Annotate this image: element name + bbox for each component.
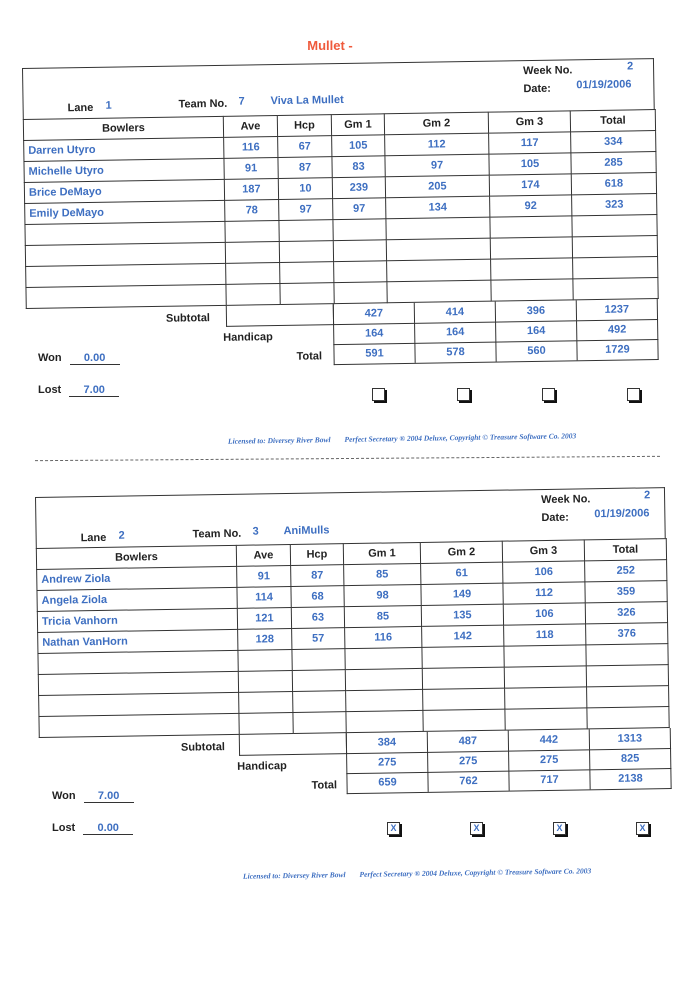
col-ave: Ave (223, 115, 277, 137)
lost-label: Lost (38, 384, 62, 396)
col-gm1: Gm 1 (331, 114, 384, 136)
bowler-gm2: 135 (421, 604, 503, 626)
col-gm3: Gm 3 (488, 111, 570, 133)
col-hcp: Hcp (290, 544, 343, 566)
bowler-total: 359 (585, 581, 667, 603)
won-label: Won (52, 790, 76, 802)
handicap-gm3: 164 (495, 320, 576, 341)
bowler-name: Nathan VanHorn (38, 629, 238, 653)
subtotal-box (226, 304, 334, 327)
handicap-label: Handicap (237, 760, 287, 773)
date-label: Date: (541, 511, 569, 525)
lost-label: Lost (52, 822, 76, 834)
bowler-ave: 121 (237, 607, 291, 629)
col-gm2: Gm 2 (420, 541, 502, 563)
subtotal-total: 1313 (589, 728, 670, 749)
bowler-ave: 128 (238, 628, 292, 650)
col-bowlers: Bowlers (23, 116, 223, 140)
bowler-gm1: 98 (344, 584, 421, 606)
col-gm3: Gm 3 (502, 540, 584, 562)
total-label: Total (311, 779, 338, 792)
bowler-gm1: 97 (333, 198, 386, 220)
subtotal-gm3: 396 (495, 300, 576, 321)
total-total: 1729 (576, 339, 657, 360)
lane-value: 1 (105, 99, 112, 112)
total-gm2: 578 (414, 342, 495, 363)
checkbox-gm1[interactable]: X (387, 822, 400, 835)
bowler-total: 334 (571, 131, 656, 153)
bowler-gm1: 83 (332, 156, 385, 178)
bowler-gm3: 174 (489, 174, 571, 196)
bowler-gm1: 239 (332, 177, 385, 199)
bowler-name: Tricia Vanhorn (37, 608, 237, 632)
bowler-name: Michelle Utyro (24, 158, 224, 182)
lane-value: 2 (118, 529, 125, 542)
subtotal-gm2: 487 (427, 731, 508, 752)
subtotal-label: Subtotal (180, 741, 226, 754)
subtotal-label: Subtotal (165, 312, 211, 325)
bowler-ave: 91 (237, 565, 291, 587)
lost-field (52, 822, 133, 835)
bowler-hcp: 10 (278, 178, 332, 200)
sheet-header (35, 487, 666, 548)
bowler-ave: 187 (224, 178, 278, 200)
score-sheet-2 (0, 432, 700, 892)
subtotal-box (239, 733, 347, 756)
handicap-gm3: 275 (508, 749, 589, 770)
won-value: 7.00 (84, 790, 134, 803)
bowler-gm1: 116 (345, 626, 422, 648)
bowler-hcp: 57 (292, 628, 345, 650)
win-checkboxes (372, 388, 640, 401)
total-gm2: 762 (427, 771, 508, 792)
bowler-total: 252 (585, 560, 667, 582)
score-sheet-1 (0, 0, 700, 460)
bowler-hcp: 97 (279, 199, 333, 221)
bowler-total: 376 (586, 623, 668, 645)
total-label: Total (296, 350, 323, 363)
team-name: Viva La Mullet (270, 93, 344, 108)
total-row (333, 339, 658, 365)
bowler-gm2: 112 (385, 133, 489, 156)
bowler-ave: 78 (225, 199, 279, 221)
handicap-gm2: 164 (414, 322, 495, 343)
col-gm1: Gm 1 (343, 542, 420, 564)
bowler-total: 326 (585, 602, 667, 624)
checkbox-gm3[interactable]: X (553, 822, 566, 835)
checkbox-gm2[interactable] (457, 388, 470, 401)
handicap-gm2: 275 (427, 751, 508, 772)
score-card (35, 487, 670, 800)
page-title: Mullet - (307, 38, 353, 53)
checkbox-gm1[interactable] (372, 388, 385, 401)
week-no-value: 2 (643, 489, 651, 502)
col-bowlers: Bowlers (36, 545, 236, 569)
subtotal-gm1: 384 (377, 736, 397, 749)
handicap-gm1: 164 (364, 327, 384, 340)
bowler-name: Darren Utyro (24, 137, 224, 161)
license-text: Licensed to: Diversey River Bowl (227, 435, 331, 446)
bowler-hcp: 68 (291, 586, 344, 608)
team-name: AniMulls (283, 524, 330, 538)
bowler-gm1: 85 (344, 563, 421, 585)
bowlers-table (36, 538, 670, 738)
date-label: Date: (523, 82, 552, 96)
checkbox-gm2[interactable]: X (470, 822, 483, 835)
bowler-name: Angela Ziola (37, 587, 237, 611)
col-total: Total (584, 539, 666, 561)
license-footer (243, 866, 591, 880)
won-label: Won (38, 352, 62, 364)
totals-section (26, 299, 659, 371)
score-card (22, 58, 659, 371)
lost-value: 7.00 (69, 384, 119, 397)
handicap-label: Handicap (223, 331, 273, 344)
team-no-value: 7 (238, 95, 245, 108)
team-no-label: Team No. (178, 97, 228, 111)
bowler-gm3: 118 (504, 624, 586, 646)
bowler-gm2: 149 (421, 583, 503, 605)
date-value: 01/19/2006 (594, 507, 650, 521)
checkbox-total[interactable]: X (636, 822, 649, 835)
handicap-total: 492 (576, 319, 657, 340)
bowler-gm2: 97 (385, 154, 489, 177)
bowler-gm1: 105 (332, 135, 385, 157)
week-no-label: Week No. (523, 64, 573, 78)
bowler-total: 618 (571, 173, 656, 195)
bowler-hcp: 87 (291, 565, 344, 587)
bowler-gm3: 92 (490, 195, 572, 217)
lane-label: Lane (67, 101, 94, 115)
total-gm3: 560 (495, 340, 576, 361)
bowler-gm2: 205 (385, 175, 489, 198)
col-total: Total (570, 110, 655, 132)
bowler-gm3: 106 (503, 561, 585, 583)
bowler-ave: 116 (224, 136, 278, 158)
week-no-value: 2 (626, 60, 634, 73)
bowler-hcp: 87 (278, 157, 332, 179)
bowler-hcp: 63 (291, 607, 344, 629)
bowler-ave: 91 (224, 157, 278, 179)
subtotal-total: 1237 (576, 299, 657, 320)
bowler-hcp: 67 (278, 136, 332, 158)
total-gm1: 591 (365, 347, 384, 360)
subtotal-gm3: 442 (508, 729, 589, 750)
bowler-name: Brice DeMayo (24, 179, 224, 203)
bowler-ave: 114 (237, 586, 291, 608)
checkbox-gm3[interactable] (542, 388, 555, 401)
total-gm1: 659 (378, 776, 397, 789)
bowler-total: 323 (572, 194, 657, 216)
col-gm2: Gm 2 (384, 112, 488, 135)
won-field (38, 352, 120, 365)
win-checkboxes (387, 822, 649, 835)
bowler-gm3: 112 (503, 582, 585, 604)
bowlers-table (23, 109, 659, 309)
week-no-label: Week No. (541, 493, 591, 507)
bowler-name: Andrew Ziola (37, 566, 237, 590)
won-field (52, 790, 134, 803)
sheet-header (22, 58, 655, 119)
copyright-text: Perfect Secretary ® 2004 Deluxe, Copyright © Treasure Software Co. 2003 (344, 431, 577, 444)
bowler-gm2: 134 (386, 196, 490, 219)
team-no-value: 3 (252, 525, 259, 538)
checkbox-total[interactable] (627, 388, 640, 401)
won-value: 0.00 (70, 352, 120, 365)
lost-value: 0.00 (83, 822, 133, 835)
copyright-text: Perfect Secretary ® 2004 Deluxe, Copyright © Treasure Software Co. 2003 (359, 866, 592, 879)
bowler-total: 285 (571, 152, 656, 174)
bowler-gm2: 61 (421, 562, 503, 584)
total-total: 2138 (589, 768, 670, 789)
bowler-name: Emily DeMayo (25, 200, 225, 224)
total-row (346, 768, 671, 794)
date-value: 01/19/2006 (576, 78, 632, 92)
license-text: Licensed to: Diversey River Bowl (242, 870, 346, 881)
lost-field (38, 384, 119, 397)
subtotal-gm1: 427 (364, 307, 384, 320)
col-ave: Ave (236, 544, 290, 566)
team-no-label: Team No. (192, 527, 242, 541)
handicap-gm1: 275 (377, 756, 397, 769)
bowler-gm3: 105 (489, 153, 571, 175)
subtotal-gm2: 414 (414, 302, 495, 323)
total-gm3: 717 (508, 769, 589, 790)
bowler-gm1: 85 (344, 605, 421, 627)
col-hcp: Hcp (277, 115, 331, 137)
lane-label: Lane (80, 531, 107, 545)
bowler-gm2: 142 (422, 625, 504, 647)
bowler-gm3: 117 (489, 132, 571, 154)
bowler-gm3: 106 (503, 603, 585, 625)
handicap-total: 825 (589, 748, 670, 769)
